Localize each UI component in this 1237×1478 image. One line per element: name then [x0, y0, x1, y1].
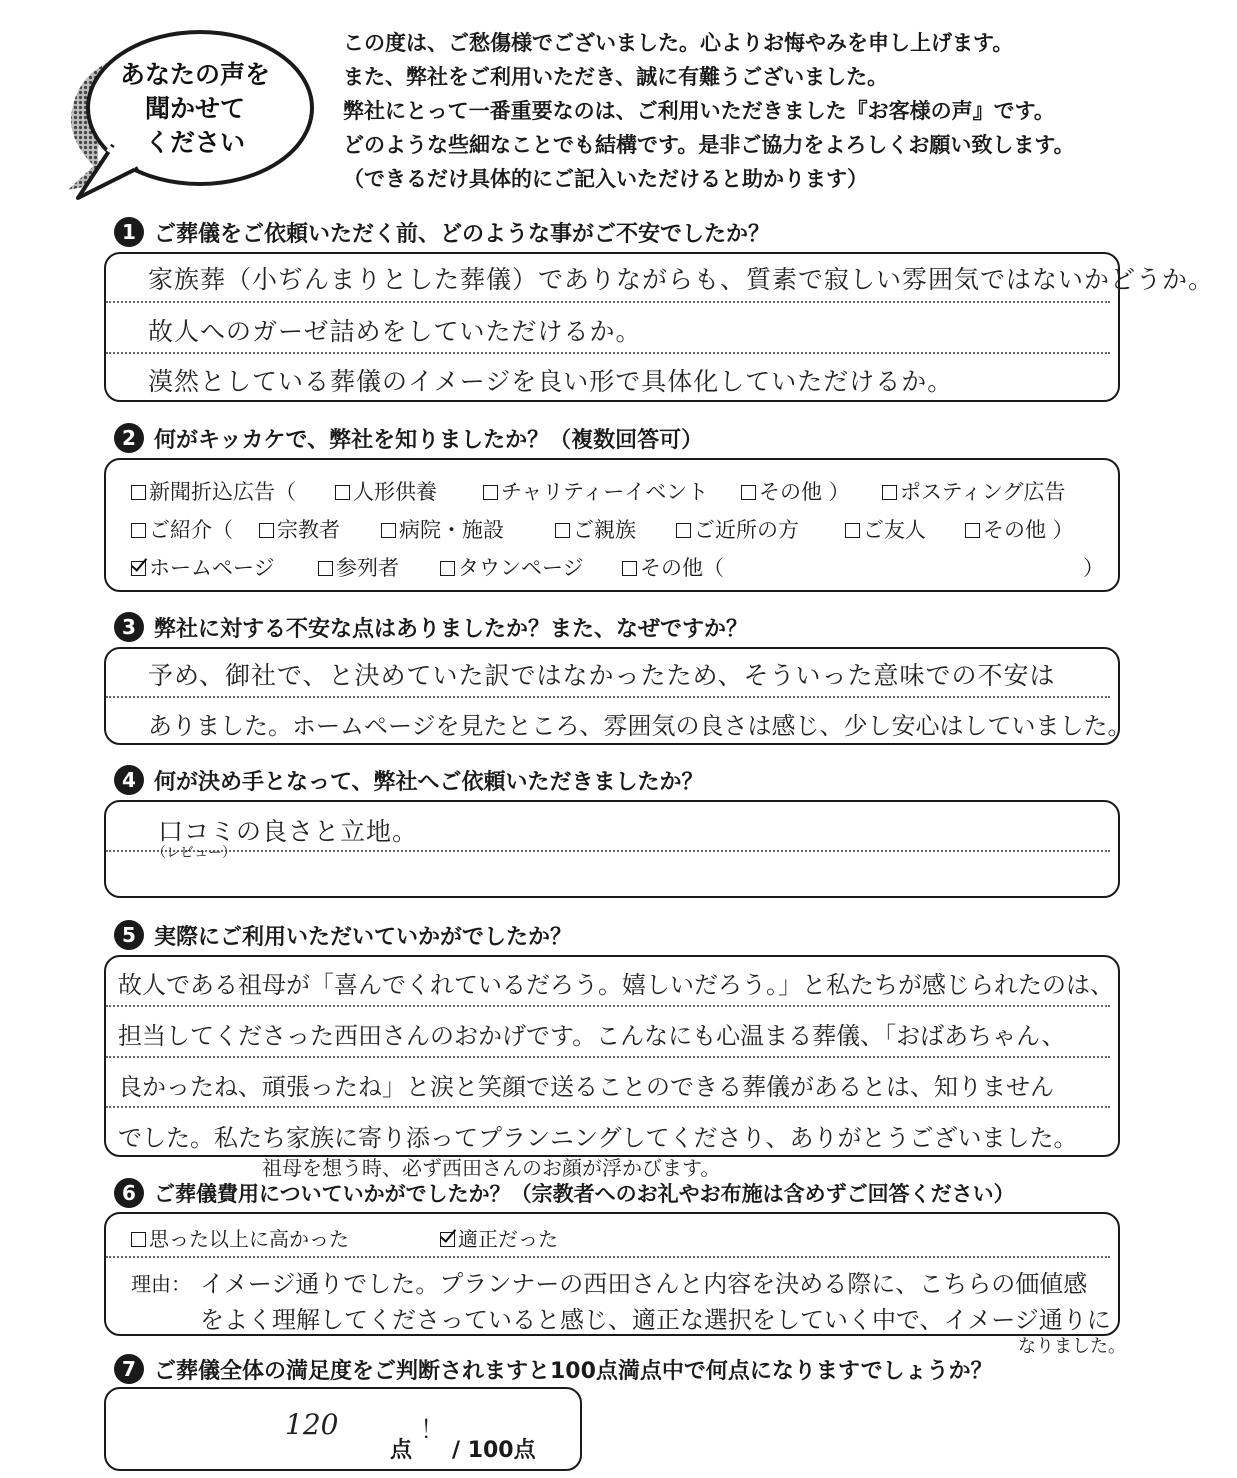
option-referral[interactable] [131, 514, 233, 544]
option-too-expensive[interactable] [131, 1223, 349, 1252]
option-neighbors[interactable] [676, 514, 799, 544]
answer-3-line-1: 予め、御社で、と決めていた訳ではなかったため、そういった意味での不安は [148, 661, 1056, 690]
answer-6-line-3: なりました。 [1018, 1336, 1126, 1357]
score-unit: 点 [390, 1438, 413, 1463]
checkbox-icon [965, 523, 980, 538]
checkbox-icon [483, 485, 498, 500]
score-value: 120 [285, 1408, 339, 1441]
dotted-line [106, 352, 1110, 354]
question-5 [114, 918, 572, 952]
option-label: ホームページ [149, 556, 275, 580]
dotted-line [106, 1005, 1110, 1007]
checkbox-icon [440, 561, 455, 576]
answer-4: 口コミの良さと立地。 [158, 817, 419, 846]
question-4 [114, 763, 704, 797]
checkbox-icon [131, 523, 146, 538]
option-label: 思った以上に高かった [149, 1227, 349, 1251]
checkbox-icon [259, 523, 274, 538]
option-label: 宗教者 [277, 518, 340, 542]
option-label: ご友人 [863, 518, 926, 542]
question-number: 5 [114, 920, 144, 950]
option-label: 病院・施設 [399, 518, 504, 542]
question-number: 7 [114, 1354, 144, 1384]
intro-line-5: （できるだけ具体的にご記入いただけると助かります） [343, 167, 868, 191]
option-label: ご紹介（ [149, 518, 233, 542]
option-label: ご親族 [573, 518, 636, 542]
question-6 [114, 1176, 1015, 1210]
answer-5-line-5: 祖母を想う時、必ず西田さんのお顔が浮かびます。 [262, 1156, 721, 1180]
bubble-line-1: あなたの声を [119, 60, 270, 89]
answer-1-line-3: 漠然としている葬儀のイメージを良い形で具体化していただけるか。 [148, 367, 954, 396]
checkbox-icon [845, 523, 860, 538]
question-title: ご葬儀をご依頼いただく前、どのような事がご不安でしたか？ [154, 221, 771, 247]
score-exclamation: ！ [420, 1415, 447, 1444]
checkbox-icon [622, 561, 637, 576]
question-title: ご葬儀費用についていかがでしたか？（宗教者へのお礼やお布施は含めずご回答ください） [154, 1182, 1015, 1206]
answer-6-line-2: をよく理解してくださっていると感じ、適正な選択をしていく中で、イメージ通りに [200, 1306, 1111, 1334]
option-label: 適正だった [458, 1227, 558, 1251]
option-label: 人形供養 [353, 480, 437, 504]
option-label: その他 ） [983, 518, 1074, 542]
option-doll-memorial[interactable] [335, 476, 437, 506]
bubble-line-2: 聞かせて [144, 94, 245, 123]
question-number: 1 [114, 217, 144, 247]
answer-3-line-2: ありました。ホームページを見たところ、雰囲気の良さは感じ、少し安心はしていました。 [148, 712, 1132, 740]
option-attendee[interactable] [318, 552, 399, 582]
checkbox-icon [335, 485, 350, 500]
bubble-text [95, 58, 295, 160]
bubble-line-3: ください [144, 128, 245, 157]
option-label: ご近所の方 [694, 518, 799, 542]
checkbox-icon [676, 523, 691, 538]
reason-label: 理由： [131, 1272, 191, 1296]
intro-line-1: この度は、ご愁傷様でございました。心よりお悔やみを申し上げます。 [343, 31, 1014, 55]
option-charity-event[interactable] [483, 476, 708, 506]
checkbox-icon [741, 485, 756, 500]
checkbox-checked-icon [131, 561, 146, 576]
checkbox-icon [131, 485, 146, 500]
option-other-2[interactable] [965, 514, 1074, 544]
question-7 [114, 1352, 993, 1386]
answer-5-line-4: でした。私たち家族に寄り添ってプランニングしてくださり、ありがとうございました。 [118, 1124, 1078, 1152]
option-religious[interactable] [259, 514, 340, 544]
dotted-line [106, 301, 1110, 303]
question-2 [114, 421, 703, 455]
answer-5-line-1: 故人である祖母が「喜んでくれているだろう。嬉しいだろう。」と私たちが感じられたのは、 [118, 971, 1114, 999]
checkbox-icon [318, 561, 333, 576]
question-number: 2 [114, 423, 144, 453]
checkbox-icon [381, 523, 396, 538]
answer-5-line-2: 担当してくださった西田さんのおかげです。こんなにも心温まる葬儀、「おばあちゃん、 [118, 1022, 1066, 1050]
option-relatives[interactable] [555, 514, 636, 544]
question-title: 弊社に対する不安な点はありましたか？また、なぜですか？ [154, 616, 749, 642]
checkbox-icon [882, 485, 897, 500]
dotted-line [106, 696, 1110, 698]
checkbox-icon [131, 1232, 146, 1247]
option-other-1[interactable] [741, 476, 850, 506]
dotted-line [106, 850, 1110, 852]
option-appropriate[interactable] [440, 1223, 558, 1252]
intro-line-3: 弊社にとって一番重要なのは、ご利用いただきました『お客様の声』です。 [343, 99, 1055, 123]
question-title: 何が決め手となって、弊社へご依頼いただきましたか？ [154, 769, 704, 795]
option-homepage[interactable] [131, 552, 275, 582]
question-number: 6 [114, 1178, 144, 1208]
option-label: 参列者 [336, 556, 399, 580]
option-other-close: ） [1083, 556, 1104, 580]
question-title: ご葬儀全体の満足度をご判断されますと100点満点中で何点になりますでしょうか？ [154, 1358, 993, 1384]
question-1 [114, 215, 770, 249]
question-number: 4 [114, 765, 144, 795]
checkbox-checked-icon [440, 1232, 455, 1247]
intro-line-4: どのような些細なことでも結構です。是非ご協力をよろしくお願い致します。 [343, 133, 1075, 157]
question-title: 実際にご利用いただいていかがでしたか？ [154, 924, 573, 950]
option-other-3[interactable] [622, 552, 724, 582]
option-label: ポスティング広告 [900, 480, 1066, 504]
answer-5-line-3: 良かったね、頑張ったね」と涙と笑顔で送ることのできる葬儀があるとは、知りません [118, 1073, 1054, 1101]
option-townpage[interactable] [440, 552, 584, 582]
answer-6-line-1: イメージ通りでした。プランナーの西田さんと内容を決める際に、こちらの価値感 [200, 1270, 1088, 1298]
option-label: その他 ） [759, 480, 850, 504]
option-newspaper[interactable] [131, 476, 296, 506]
option-label: 新聞折込広告（ [149, 480, 296, 504]
checkbox-icon [555, 523, 570, 538]
option-friends[interactable] [845, 514, 926, 544]
question-3 [114, 610, 748, 644]
answer-4-note: （レビュー） [152, 845, 236, 861]
score-max: / 100点 [452, 1438, 536, 1463]
option-posting-ad[interactable] [882, 476, 1065, 506]
option-label: チャリティーイベント [501, 480, 709, 504]
dotted-line [106, 1256, 1110, 1258]
dotted-line [106, 1056, 1110, 1058]
question-title: 何がキッカケで、弊社を知りましたか？（複数回答可） [154, 427, 704, 453]
option-hospital[interactable] [381, 514, 504, 544]
answer-1-line-2: 故人へのガーゼ詰めをしていただけるか。 [148, 317, 642, 346]
answer-1-line-1: 家族葬（小ぢんまりとした葬儀）でありながらも、質素で寂しい雰囲気ではないかどうか。 [148, 265, 1215, 294]
intro-line-2: また、弊社をご利用いただき、誠に有難うございました。 [343, 65, 889, 89]
option-label: タウンページ [458, 556, 584, 580]
question-number: 3 [114, 612, 144, 642]
option-label: その他（ [640, 556, 724, 580]
dotted-line [106, 1106, 1110, 1108]
